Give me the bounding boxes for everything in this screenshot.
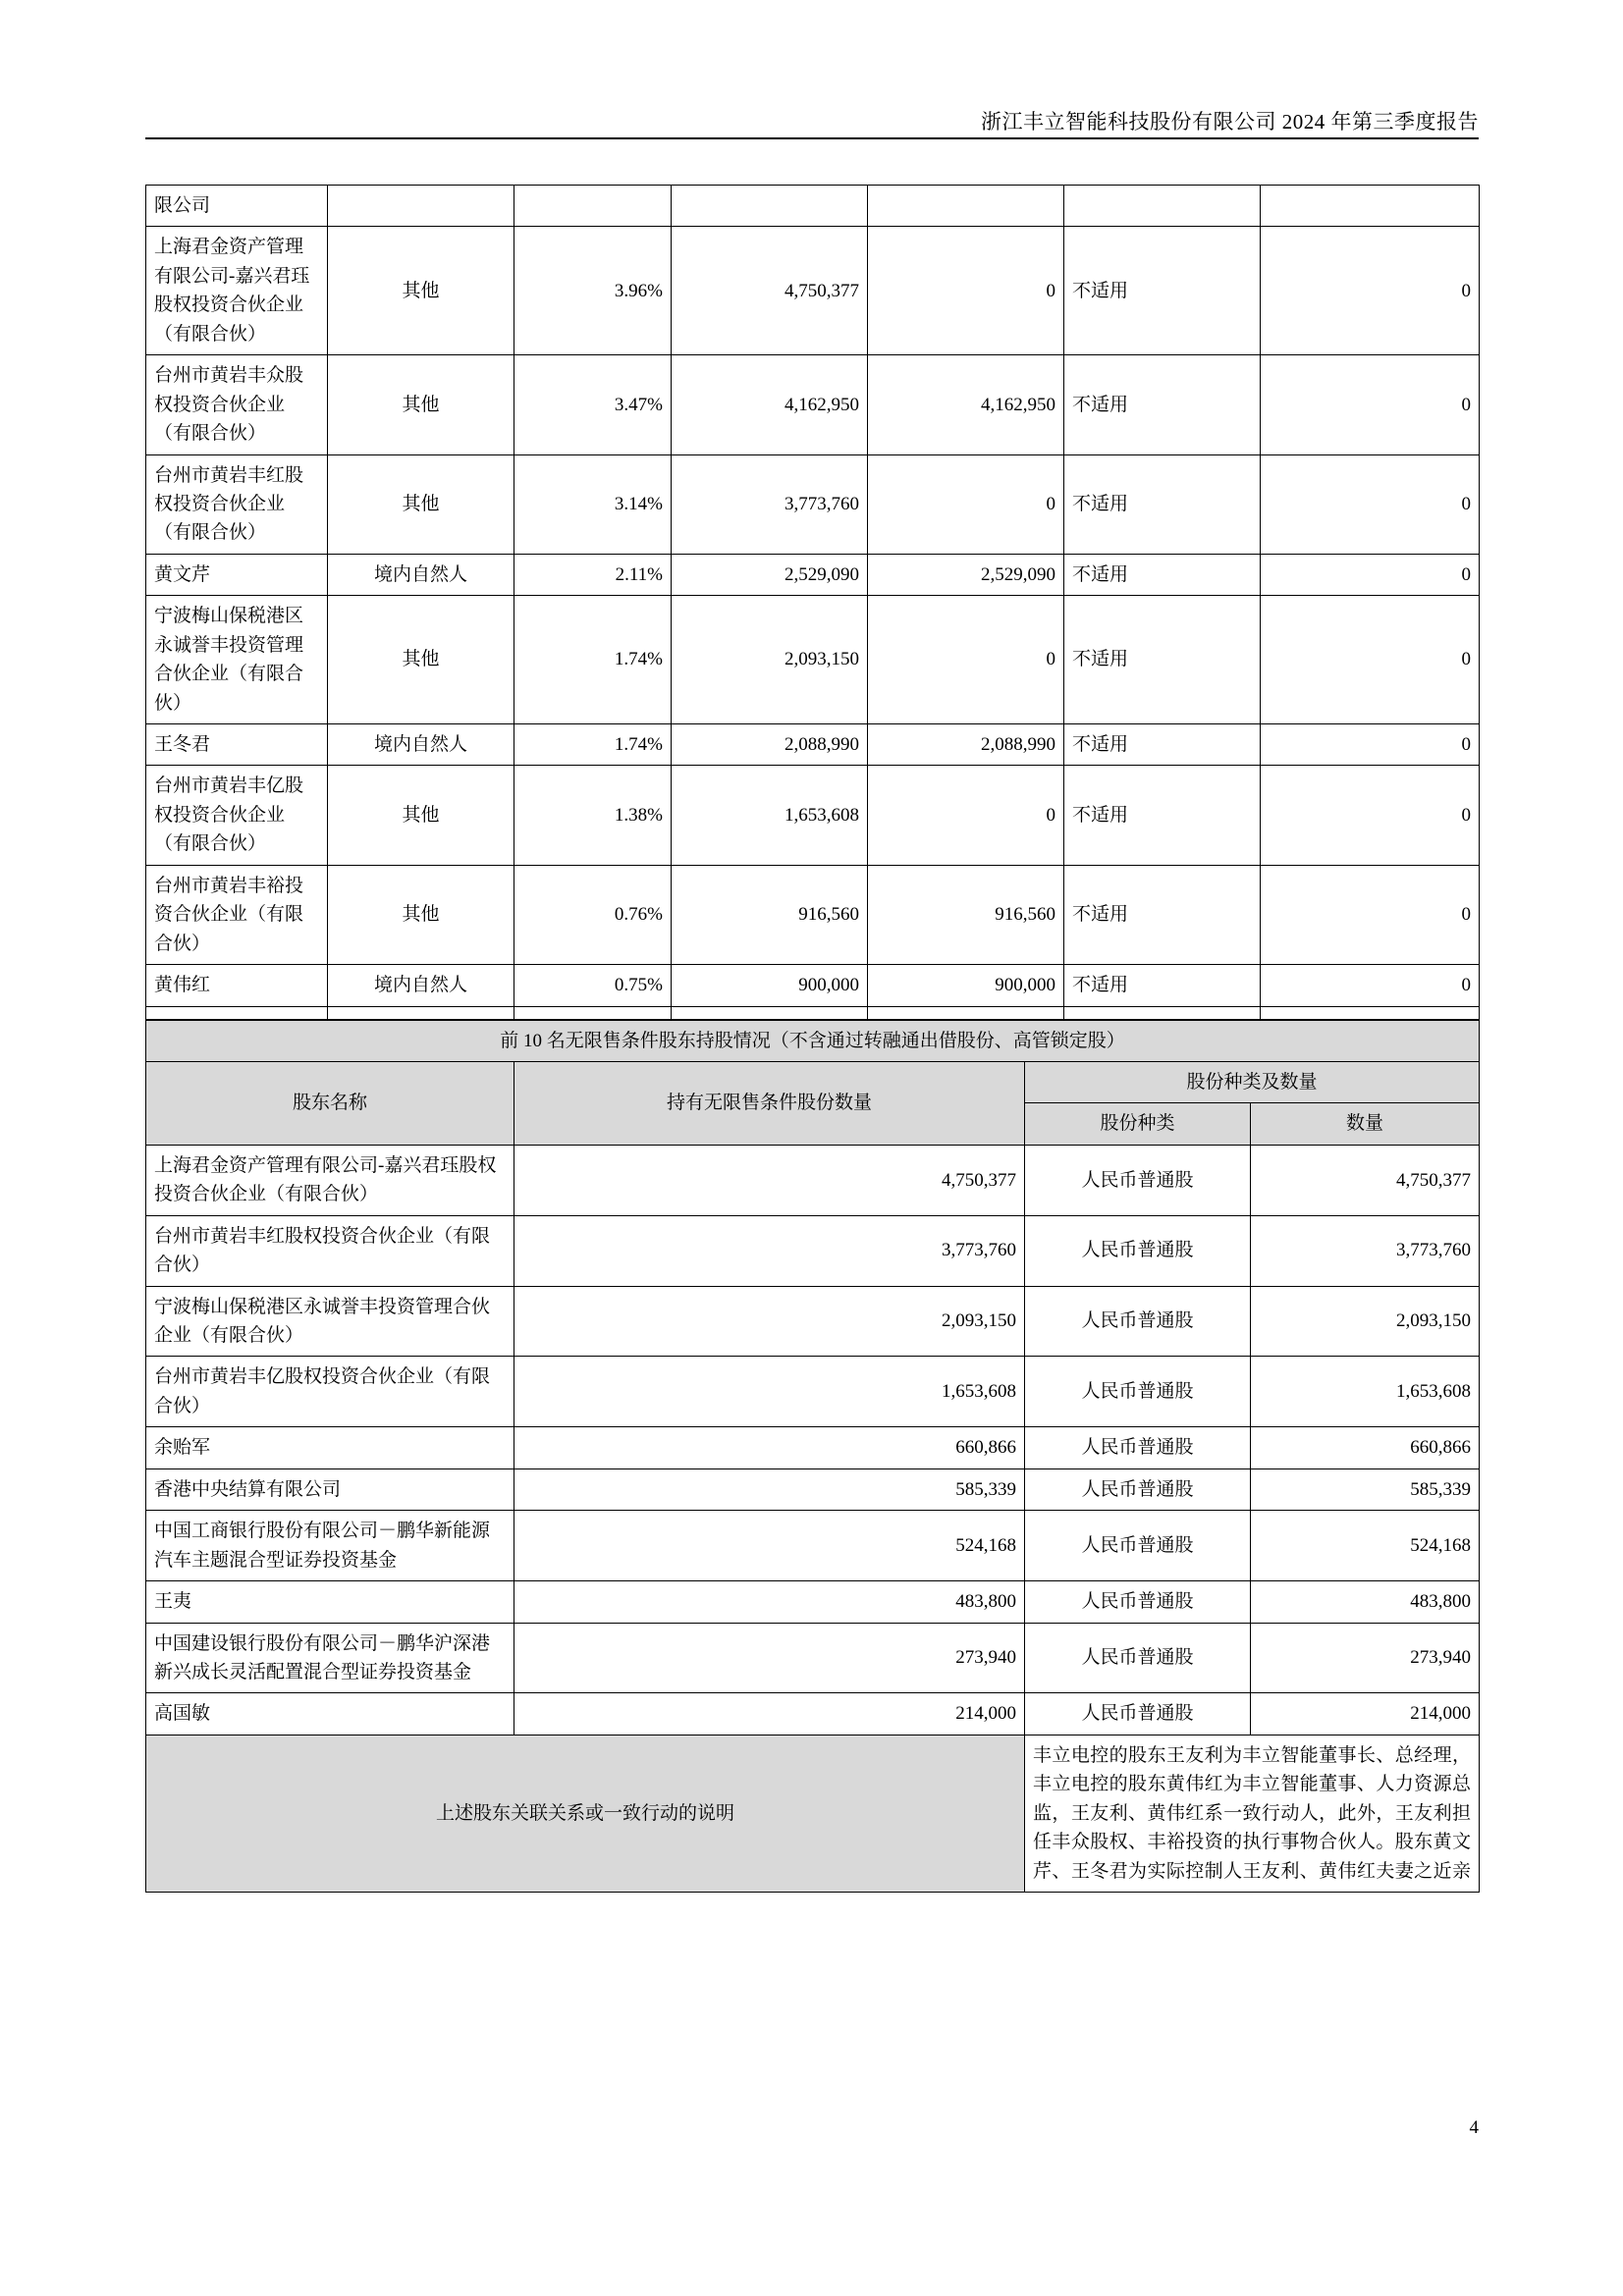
shareholder-status: 不适用 bbox=[1064, 724, 1261, 766]
unrestricted-qty: 524,168 bbox=[514, 1511, 1025, 1581]
share-kind: 人民币普通股 bbox=[1025, 1215, 1251, 1286]
shareholder-name: 台州市黄岩丰红股权投资合伙企业（有限合伙） bbox=[146, 454, 328, 554]
share-amount: 3,773,760 bbox=[1251, 1215, 1480, 1286]
shareholder-last: 0 bbox=[1261, 227, 1480, 355]
shareholder-name: 宁波梅山保税港区永诚誉丰投资管理合伙企业（有限合伙） bbox=[146, 596, 328, 724]
table-row bbox=[146, 1006, 1480, 1019]
shareholder-name: 高国敏 bbox=[146, 1693, 514, 1735]
table-row bbox=[146, 1145, 1480, 1215]
shareholder-type: 境内自然人 bbox=[328, 965, 514, 1006]
shareholder-name: 中国建设银行股份有限公司－鹏华沪深港新兴成长灵活配置混合型证券投资基金 bbox=[146, 1623, 514, 1693]
shareholder-pct bbox=[514, 186, 672, 227]
shareholder-restricted: 2,529,090 bbox=[868, 554, 1064, 595]
notes-row bbox=[146, 1735, 1480, 1892]
unrestricted-qty: 3,773,760 bbox=[514, 1215, 1025, 1286]
shareholder-type bbox=[328, 1006, 514, 1019]
shareholder-restricted: 0 bbox=[868, 766, 1064, 865]
shareholder-type: 其他 bbox=[328, 596, 514, 724]
share-kind: 人民币普通股 bbox=[1025, 1511, 1251, 1581]
share-amount: 660,866 bbox=[1251, 1427, 1480, 1468]
table-title-row bbox=[146, 1020, 1480, 1061]
shareholder-shares bbox=[672, 1006, 868, 1019]
table-row bbox=[146, 1623, 1480, 1693]
unrestricted-qty: 660,866 bbox=[514, 1427, 1025, 1468]
shareholder-restricted: 2,088,990 bbox=[868, 724, 1064, 766]
shareholder-restricted: 0 bbox=[868, 454, 1064, 554]
share-amount: 4,750,377 bbox=[1251, 1145, 1480, 1215]
header-share-amount: 数量 bbox=[1251, 1103, 1480, 1145]
table-row bbox=[146, 1427, 1480, 1468]
shareholder-last: 0 bbox=[1261, 596, 1480, 724]
unrestricted-qty: 4,750,377 bbox=[514, 1145, 1025, 1215]
table-row bbox=[146, 965, 1480, 1006]
share-amount: 2,093,150 bbox=[1251, 1286, 1480, 1357]
shareholder-last: 0 bbox=[1261, 554, 1480, 595]
shareholder-shares: 1,653,608 bbox=[672, 766, 868, 865]
table-row bbox=[146, 554, 1480, 595]
shareholder-name: 黄伟红 bbox=[146, 965, 328, 1006]
shareholder-status: 不适用 bbox=[1064, 865, 1261, 964]
shareholder-name: 上海君金资产管理有限公司-嘉兴君珏股权投资合伙企业（有限合伙） bbox=[146, 227, 328, 355]
shareholder-name: 限公司 bbox=[146, 186, 328, 227]
share-kind: 人民币普通股 bbox=[1025, 1427, 1251, 1468]
header-share-kind-group: 股份种类及数量 bbox=[1025, 1061, 1480, 1102]
unrestricted-qty: 214,000 bbox=[514, 1693, 1025, 1735]
shareholder-status: 不适用 bbox=[1064, 766, 1261, 865]
table-row bbox=[146, 1357, 1480, 1427]
table-row bbox=[146, 1468, 1480, 1510]
shareholder-type: 其他 bbox=[328, 355, 514, 454]
shareholder-name: 台州市黄岩丰红股权投资合伙企业（有限合伙） bbox=[146, 1215, 514, 1286]
shareholder-type: 其他 bbox=[328, 227, 514, 355]
shareholder-pct: 1.74% bbox=[514, 724, 672, 766]
shareholder-type: 其他 bbox=[328, 454, 514, 554]
page-content bbox=[145, 185, 1479, 1893]
table-row bbox=[146, 1286, 1480, 1357]
share-amount: 585,339 bbox=[1251, 1468, 1480, 1510]
table-row bbox=[146, 1511, 1480, 1581]
shareholder-pct: 3.96% bbox=[514, 227, 672, 355]
shareholder-pct: 3.14% bbox=[514, 454, 672, 554]
shareholder-type: 其他 bbox=[328, 766, 514, 865]
shareholder-name bbox=[146, 1006, 328, 1019]
share-amount: 1,653,608 bbox=[1251, 1357, 1480, 1427]
unrestricted-qty: 273,940 bbox=[514, 1623, 1025, 1693]
shareholder-last: 0 bbox=[1261, 355, 1480, 454]
table-row bbox=[146, 355, 1480, 454]
unrestricted-shareholders-table bbox=[145, 1020, 1480, 1894]
table-row bbox=[146, 227, 1480, 355]
share-kind: 人民币普通股 bbox=[1025, 1357, 1251, 1427]
shareholder-name: 台州市黄岩丰众股权投资合伙企业（有限合伙） bbox=[146, 355, 328, 454]
table-row bbox=[146, 865, 1480, 964]
shareholder-last bbox=[1261, 186, 1480, 227]
shareholder-restricted: 0 bbox=[868, 596, 1064, 724]
header-divider bbox=[145, 137, 1479, 139]
shareholder-status bbox=[1064, 186, 1261, 227]
shareholder-shares: 900,000 bbox=[672, 965, 868, 1006]
shareholder-pct: 1.74% bbox=[514, 596, 672, 724]
shareholder-name: 台州市黄岩丰裕投资合伙企业（有限合伙） bbox=[146, 865, 328, 964]
notes-label: 上述股东关联关系或一致行动的说明 bbox=[146, 1735, 1025, 1892]
shareholder-shares: 3,773,760 bbox=[672, 454, 868, 554]
shareholder-type: 境内自然人 bbox=[328, 554, 514, 595]
share-amount: 524,168 bbox=[1251, 1511, 1480, 1581]
shareholder-name: 台州市黄岩丰亿股权投资合伙企业（有限合伙） bbox=[146, 1357, 514, 1427]
shareholder-status: 不适用 bbox=[1064, 454, 1261, 554]
shareholder-restricted: 4,162,950 bbox=[868, 355, 1064, 454]
table-row bbox=[146, 766, 1480, 865]
share-kind: 人民币普通股 bbox=[1025, 1145, 1251, 1215]
shareholder-shares: 2,529,090 bbox=[672, 554, 868, 595]
shareholder-name: 香港中央结算有限公司 bbox=[146, 1468, 514, 1510]
shareholder-name: 中国工商银行股份有限公司－鹏华新能源汽车主题混合型证券投资基金 bbox=[146, 1511, 514, 1581]
shareholder-name: 台州市黄岩丰亿股权投资合伙企业（有限合伙） bbox=[146, 766, 328, 865]
table-title: 前 10 名无限售条件股东持股情况（不含通过转融通出借股份、高管锁定股） bbox=[146, 1020, 1480, 1061]
shareholder-shares: 2,093,150 bbox=[672, 596, 868, 724]
unrestricted-qty: 1,653,608 bbox=[514, 1357, 1025, 1427]
shareholder-last: 0 bbox=[1261, 454, 1480, 554]
share-kind: 人民币普通股 bbox=[1025, 1468, 1251, 1510]
header-unrestricted-qty: 持有无限售条件股份数量 bbox=[514, 1061, 1025, 1145]
share-kind: 人民币普通股 bbox=[1025, 1693, 1251, 1735]
shareholder-pct: 0.76% bbox=[514, 865, 672, 964]
shareholder-name: 黄文芹 bbox=[146, 554, 328, 595]
shareholder-name: 宁波梅山保税港区永诚誉丰投资管理合伙企业（有限合伙） bbox=[146, 1286, 514, 1357]
table-row bbox=[146, 1693, 1480, 1735]
page-header: 浙江丰立智能科技股份有限公司 2024 年第三季度报告 bbox=[981, 110, 1479, 133]
share-kind: 人民币普通股 bbox=[1025, 1286, 1251, 1357]
shareholder-name: 王夷 bbox=[146, 1581, 514, 1623]
shareholder-status bbox=[1064, 1006, 1261, 1019]
shareholder-shares bbox=[672, 186, 868, 227]
shareholder-last bbox=[1261, 1006, 1480, 1019]
shareholder-status: 不适用 bbox=[1064, 355, 1261, 454]
shareholder-status: 不适用 bbox=[1064, 554, 1261, 595]
shareholder-name: 王冬君 bbox=[146, 724, 328, 766]
shareholder-restricted: 900,000 bbox=[868, 965, 1064, 1006]
shareholder-type bbox=[328, 186, 514, 227]
shareholder-shares: 916,560 bbox=[672, 865, 868, 964]
unrestricted-qty: 2,093,150 bbox=[514, 1286, 1025, 1357]
unrestricted-qty: 585,339 bbox=[514, 1468, 1025, 1510]
shareholder-restricted bbox=[868, 186, 1064, 227]
table-row bbox=[146, 186, 1480, 227]
share-amount: 483,800 bbox=[1251, 1581, 1480, 1623]
shareholder-status: 不适用 bbox=[1064, 965, 1261, 1006]
shareholder-last: 0 bbox=[1261, 965, 1480, 1006]
shareholder-pct: 1.38% bbox=[514, 766, 672, 865]
shareholder-pct: 3.47% bbox=[514, 355, 672, 454]
shareholder-shares: 4,750,377 bbox=[672, 227, 868, 355]
shareholder-pct: 0.75% bbox=[514, 965, 672, 1006]
shareholder-name: 余贻军 bbox=[146, 1427, 514, 1468]
unrestricted-qty: 483,800 bbox=[514, 1581, 1025, 1623]
shareholder-restricted: 916,560 bbox=[868, 865, 1064, 964]
header-share-kind: 股份种类 bbox=[1025, 1103, 1251, 1145]
table-row bbox=[146, 454, 1480, 554]
table-row bbox=[146, 596, 1480, 724]
shareholder-name: 上海君金资产管理有限公司-嘉兴君珏股权投资合伙企业（有限合伙） bbox=[146, 1145, 514, 1215]
share-amount: 273,940 bbox=[1251, 1623, 1480, 1693]
shareholder-restricted: 0 bbox=[868, 227, 1064, 355]
share-amount: 214,000 bbox=[1251, 1693, 1480, 1735]
shareholder-last: 0 bbox=[1261, 766, 1480, 865]
shareholder-last: 0 bbox=[1261, 724, 1480, 766]
table-row bbox=[146, 1215, 1480, 1286]
share-kind: 人民币普通股 bbox=[1025, 1623, 1251, 1693]
header-shareholder-name: 股东名称 bbox=[146, 1061, 514, 1145]
shareholders-table bbox=[145, 185, 1480, 1020]
shareholder-type: 境内自然人 bbox=[328, 724, 514, 766]
table-header-row bbox=[146, 1061, 1480, 1102]
shareholder-shares: 2,088,990 bbox=[672, 724, 868, 766]
shareholder-pct bbox=[514, 1006, 672, 1019]
shareholder-status: 不适用 bbox=[1064, 596, 1261, 724]
shareholder-shares: 4,162,950 bbox=[672, 355, 868, 454]
shareholder-status: 不适用 bbox=[1064, 227, 1261, 355]
table-row bbox=[146, 1581, 1480, 1623]
shareholder-restricted bbox=[868, 1006, 1064, 1019]
shareholder-type: 其他 bbox=[328, 865, 514, 964]
shareholder-last: 0 bbox=[1261, 865, 1480, 964]
share-kind: 人民币普通股 bbox=[1025, 1581, 1251, 1623]
table-row bbox=[146, 724, 1480, 766]
shareholder-pct: 2.11% bbox=[514, 554, 672, 595]
notes-body: 丰立电控的股东王友利为丰立智能董事长、总经理，丰立电控的股东黄伟红为丰立智能董事、人力资源总监，王友利、黄伟红系一致行动人，此外，王友利担任丰众股权、丰裕投资的执行事物合伙人。股东黄文芹、王冬君为实际控制人王友利、黄伟红夫妻之近亲 bbox=[1025, 1735, 1480, 1892]
page-number: 4 bbox=[1469, 2117, 1479, 2138]
